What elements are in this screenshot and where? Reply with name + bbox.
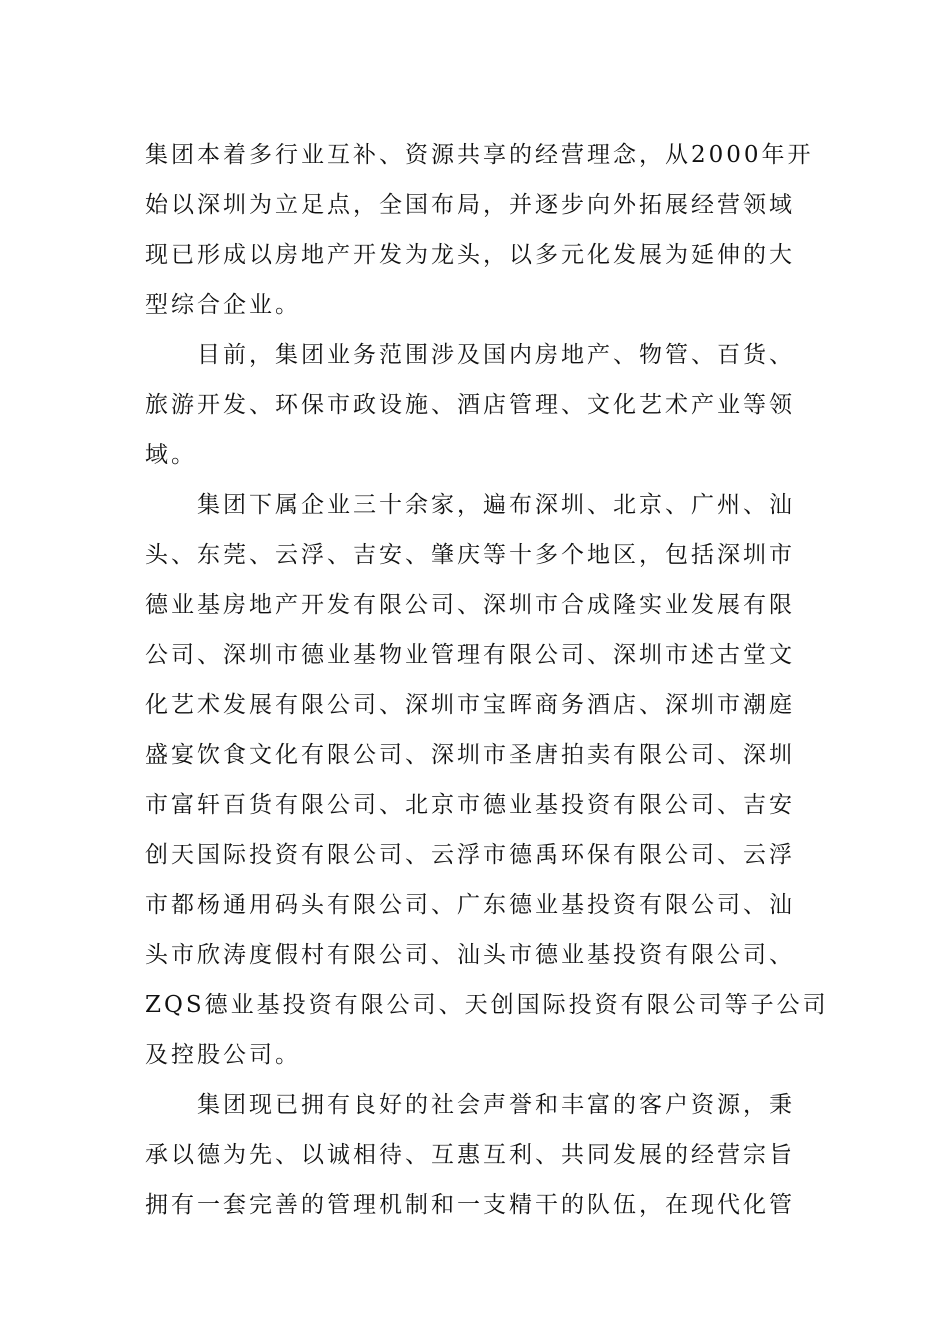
text-line: 头市欣涛度假村有限公司、汕头市德业基投资有限公司、 bbox=[145, 942, 795, 968]
text-line: 域。 bbox=[145, 442, 197, 468]
text-line: ZQS德业基投资有限公司、天创国际投资有限公司等子公司 bbox=[145, 992, 829, 1018]
text-line: 市富轩百货有限公司、北京市德业基投资有限公司、吉安 bbox=[145, 792, 795, 818]
text-line: 头、东莞、云浮、吉安、肇庆等十多个地区，包括深圳市 bbox=[145, 542, 795, 568]
paragraph-subsidiaries bbox=[145, 480, 829, 1080]
paragraph-business-philosophy bbox=[145, 130, 825, 330]
text-line: 目前，集团业务范围涉及国内房地产、物管、百货、 bbox=[197, 342, 795, 368]
text-line: 型综合企业。 bbox=[145, 292, 301, 318]
text-line: 市都杨通用码头有限公司、广东德业基投资有限公司、汕 bbox=[145, 892, 795, 918]
text-line: 现已形成以房地产开发为龙头，以多元化发展为延伸的大 bbox=[145, 242, 795, 268]
text-line: 盛宴饮食文化有限公司、深圳市圣唐拍卖有限公司、深圳 bbox=[145, 742, 795, 768]
document-body bbox=[145, 130, 829, 1230]
text-line: 承以德为先、以诚相待、互惠互利、共同发展的经营宗旨 bbox=[145, 1142, 795, 1168]
paragraph-reputation bbox=[145, 1080, 825, 1230]
text-line: 拥有一套完善的管理机制和一支精干的队伍，在现代化管 bbox=[145, 1192, 795, 1218]
text-line: 集团下属企业三十余家，遍布深圳、北京、广州、汕 bbox=[197, 492, 795, 518]
text-line: 化艺术发展有限公司、深圳市宝晖商务酒店、深圳市潮庭 bbox=[145, 692, 795, 718]
text-line: 始以深圳为立足点，全国布局，并逐步向外拓展经营领域 bbox=[145, 192, 795, 218]
text-line: 集团本着多行业互补、资源共享的经营理念，从2000年开 bbox=[145, 142, 814, 168]
text-line: 创天国际投资有限公司、云浮市德禹环保有限公司、云浮 bbox=[145, 842, 795, 868]
text-line: 公司、深圳市德业基物业管理有限公司、深圳市述古堂文 bbox=[145, 642, 795, 668]
text-line: 集团现已拥有良好的社会声誉和丰富的客户资源，秉 bbox=[197, 1092, 795, 1118]
text-line: 德业基房地产开发有限公司、深圳市合成隆实业发展有限 bbox=[145, 592, 795, 618]
text-line: 及控股公司。 bbox=[145, 1042, 301, 1068]
text-line: 旅游开发、环保市政设施、酒店管理、文化艺术产业等领 bbox=[145, 392, 795, 418]
paragraph-business-scope bbox=[145, 330, 825, 480]
